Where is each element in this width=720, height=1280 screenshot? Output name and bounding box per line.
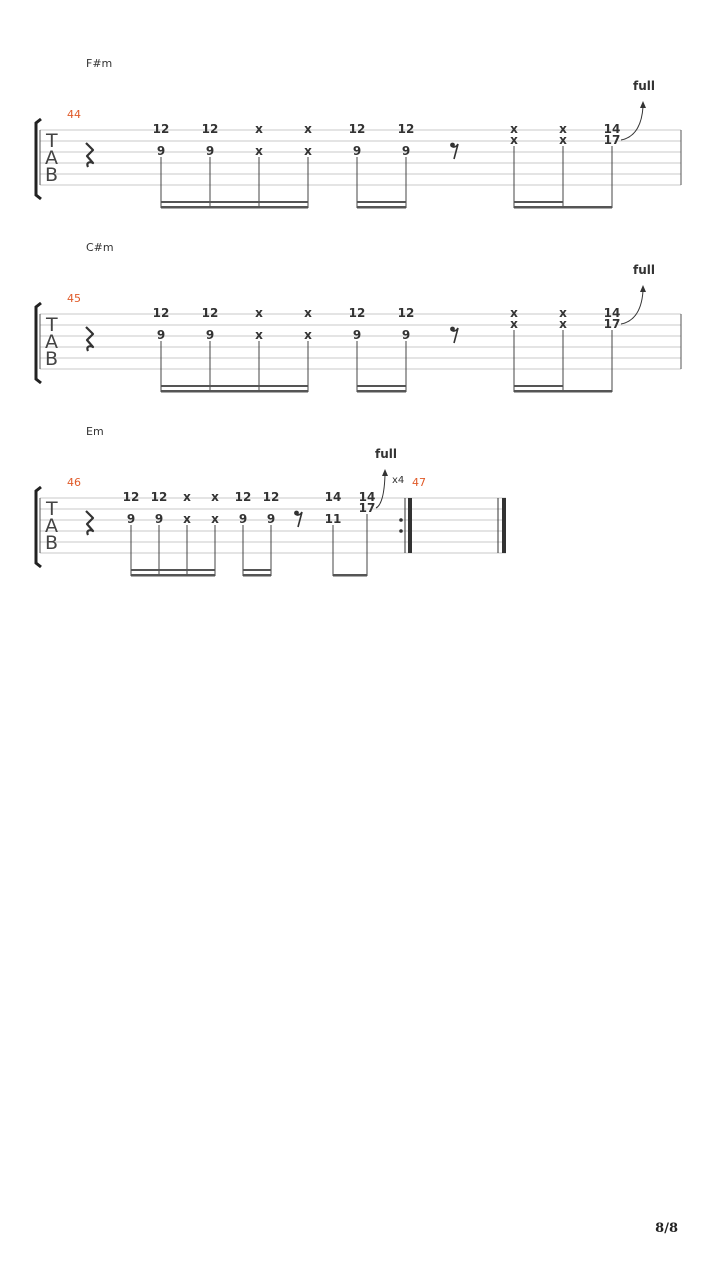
eighth-rest bbox=[294, 511, 302, 527]
fret-number: 9 bbox=[205, 144, 215, 158]
fret-number: 14 bbox=[603, 306, 621, 320]
fret-number: 14 bbox=[324, 490, 342, 504]
fret-number: 9 bbox=[238, 512, 248, 526]
fret-number: x bbox=[304, 328, 312, 342]
tab-clef-a: A bbox=[45, 515, 58, 537]
system-1 bbox=[36, 57, 681, 209]
fret-number: 12 bbox=[397, 306, 415, 320]
fret-number: 9 bbox=[205, 328, 215, 342]
fret-number: x bbox=[510, 122, 518, 136]
bend-arrowhead bbox=[640, 285, 646, 292]
fret-number: 12 bbox=[348, 122, 366, 136]
fret-number: x bbox=[510, 317, 518, 331]
fret-number: 11 bbox=[324, 512, 342, 526]
fret-number: 9 bbox=[266, 512, 276, 526]
fret-number: 9 bbox=[352, 328, 362, 342]
fret-number: 9 bbox=[156, 328, 166, 342]
note-stems bbox=[161, 146, 612, 208]
tab-clef-b: B bbox=[45, 348, 59, 370]
measure-number: 46 bbox=[67, 476, 81, 489]
fret-number: x bbox=[304, 122, 312, 136]
fret-number: 12 bbox=[152, 122, 170, 136]
fret-number: 9 bbox=[352, 144, 362, 158]
bend-arrow bbox=[621, 107, 643, 140]
fret-number: x bbox=[304, 306, 312, 320]
fret-number: 12 bbox=[397, 122, 415, 136]
fret-number: x bbox=[510, 133, 518, 147]
bend-arrow bbox=[621, 291, 643, 324]
fret-number: 9 bbox=[401, 328, 411, 342]
fret-number: x bbox=[211, 512, 219, 526]
fret-number: 12 bbox=[234, 490, 252, 504]
fret-number: x bbox=[304, 144, 312, 158]
system-2 bbox=[36, 241, 681, 393]
fret-number: 9 bbox=[126, 512, 136, 526]
fret-number: x bbox=[183, 490, 191, 504]
system-3 bbox=[36, 425, 506, 577]
page-number: 8/8 bbox=[655, 1221, 678, 1236]
tab-clef-b: B bbox=[45, 164, 59, 186]
note-beams bbox=[161, 385, 612, 393]
fret-number: 9 bbox=[154, 512, 164, 526]
tab-clef-t: T bbox=[46, 314, 58, 336]
fret-number: x bbox=[255, 306, 263, 320]
chord-symbol: Em bbox=[86, 425, 104, 438]
note-beams bbox=[161, 201, 612, 209]
fret-number: x bbox=[510, 306, 518, 320]
bend-arrow bbox=[376, 475, 385, 508]
fret-number: x bbox=[255, 144, 263, 158]
chord-symbol: F#m bbox=[86, 57, 113, 70]
tab-clef-t: T bbox=[46, 130, 58, 152]
fret-number: x bbox=[559, 133, 567, 147]
chord-symbol: C#m bbox=[86, 241, 114, 254]
fret-number: 12 bbox=[150, 490, 168, 504]
fret-number: x bbox=[255, 122, 263, 136]
repeat-count: x4 bbox=[392, 475, 405, 486]
fret-number: x bbox=[183, 512, 191, 526]
tab-clef-b: B bbox=[45, 532, 59, 554]
fret-number: 12 bbox=[201, 306, 219, 320]
fret-number: 12 bbox=[201, 122, 219, 136]
measure-number: 47 bbox=[412, 476, 426, 489]
bend-label: full bbox=[633, 79, 655, 93]
tab-clef-a: A bbox=[45, 331, 58, 353]
fret-number: x bbox=[559, 306, 567, 320]
fret-number: 12 bbox=[348, 306, 366, 320]
fret-number: x bbox=[211, 490, 219, 504]
fret-number: 12 bbox=[262, 490, 280, 504]
eighth-rest bbox=[450, 327, 458, 343]
fret-number: 9 bbox=[156, 144, 166, 158]
note-stems bbox=[161, 330, 612, 392]
fret-number: x bbox=[559, 122, 567, 136]
fret-number: 12 bbox=[152, 306, 170, 320]
measure-number: 45 bbox=[67, 292, 81, 305]
measure-number: 44 bbox=[67, 108, 81, 121]
fret-number: 17 bbox=[603, 133, 621, 147]
tab-clef-a: A bbox=[45, 147, 58, 169]
eighth-rest bbox=[450, 143, 458, 159]
repeat-end-barline bbox=[399, 498, 412, 553]
fret-number: 17 bbox=[358, 501, 376, 515]
fret-number: 12 bbox=[122, 490, 140, 504]
bend-arrowhead bbox=[382, 469, 388, 476]
fret-number: 17 bbox=[603, 317, 621, 331]
fret-number: x bbox=[559, 317, 567, 331]
tab-clef-t: T bbox=[46, 498, 58, 520]
note-beams bbox=[131, 569, 367, 577]
bend-label: full bbox=[633, 263, 655, 277]
fret-number: x bbox=[255, 328, 263, 342]
fret-number: 14 bbox=[358, 490, 376, 504]
bend-label: full bbox=[375, 447, 397, 461]
bend-arrowhead bbox=[640, 101, 646, 108]
fret-number: 14 bbox=[603, 122, 621, 136]
final-barline bbox=[498, 498, 506, 553]
fret-number: 9 bbox=[401, 144, 411, 158]
